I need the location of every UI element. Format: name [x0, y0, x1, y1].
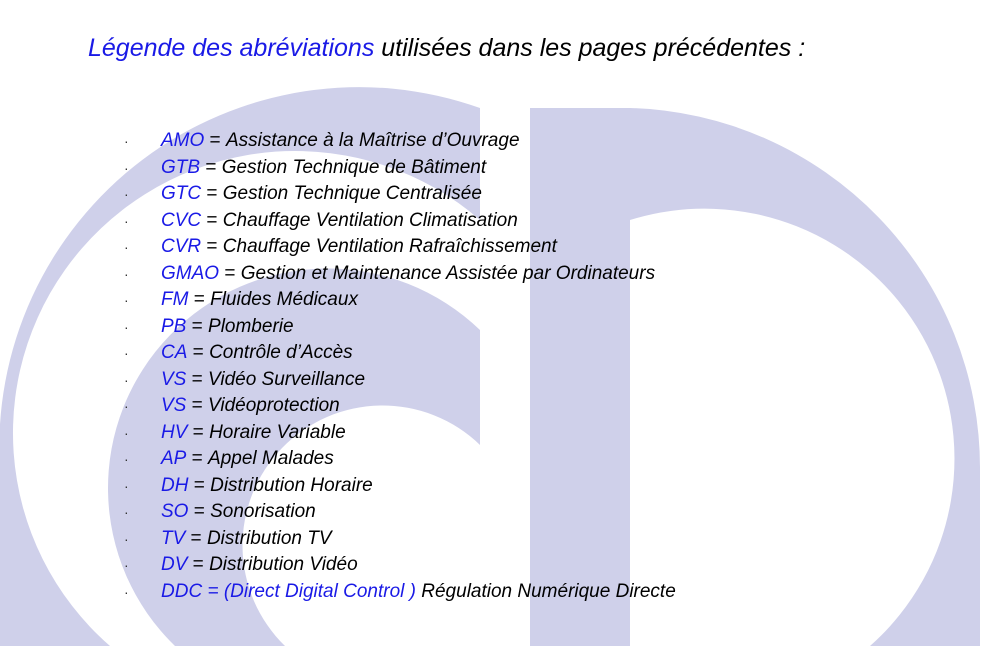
definition: Gestion et Maintenance Assistée par Ordinateurs [240, 262, 656, 284]
definition: Gestion Technique de Bâtiment [221, 156, 487, 178]
equals-sign: = [186, 368, 209, 390]
list-item [124, 155, 676, 182]
list-item [124, 367, 676, 394]
equals-sign: = [201, 209, 223, 231]
list-item-ddc [124, 579, 676, 606]
definition: Vidéo Surveillance [208, 368, 366, 390]
definition: Horaire Variable [209, 421, 346, 443]
equals-sign: = [188, 474, 211, 496]
abbreviation: DV [161, 554, 188, 575]
bullet-icon: · [124, 371, 129, 388]
equals-sign: = [186, 395, 209, 416]
definition: Contrôle d’Accès [209, 342, 353, 363]
bullet-icon: · [124, 318, 129, 335]
definition: Chauffage Ventilation Rafraîchissement [222, 236, 557, 257]
abbreviation: DH [161, 474, 189, 496]
equals-sign: = [187, 421, 210, 443]
equals-sign: = [187, 554, 210, 575]
bullet-icon: · [124, 239, 129, 255]
equals-sign: = [185, 527, 207, 549]
equals-sign: = [204, 130, 226, 151]
definition: Assistance à la Maîtrise d’Ouvrage [225, 130, 520, 151]
list-item [124, 314, 676, 341]
list-item [124, 181, 676, 208]
title-highlight: Légende des abréviations [88, 34, 375, 62]
list-item [124, 261, 676, 288]
definition: Sonorisation [210, 501, 316, 522]
abbreviation: AP [161, 448, 187, 469]
definition: Fluides Médicaux [210, 289, 358, 310]
list-item [124, 526, 676, 553]
bullet-icon: · [124, 159, 129, 176]
abbreviation: CA [161, 342, 188, 363]
list-item [124, 473, 676, 500]
abbreviation: DDC = (Direct Digital Control ) [161, 580, 416, 602]
list-item [124, 128, 676, 155]
abbreviation-list [124, 128, 676, 605]
definition: Distribution Horaire [210, 474, 373, 496]
equals-sign: = [186, 448, 209, 469]
title-rest: utilisées dans les pages précédentes : [374, 34, 806, 62]
bullet-icon: · [124, 557, 129, 573]
list-item [124, 208, 676, 235]
list-item [124, 499, 676, 526]
watermark-right-ring [630, 108, 980, 646]
equals-sign: = [187, 342, 210, 363]
definition: Gestion Technique Centralisée [222, 183, 482, 204]
bullet-icon: · [124, 504, 129, 520]
abbreviation: AMO [161, 130, 205, 151]
equals-sign: = [201, 236, 223, 257]
definition: Distribution Vidéo [209, 554, 358, 575]
equals-sign: = [188, 501, 211, 522]
abbreviation: TV [161, 527, 186, 549]
bullet-icon: · [124, 265, 129, 282]
definition: Vidéoprotection [208, 395, 340, 416]
list-item [124, 287, 676, 314]
equals-sign: = [188, 289, 211, 310]
abbreviation: SO [161, 501, 189, 522]
bullet-icon: · [124, 292, 129, 308]
abbreviation: CVR [161, 236, 202, 257]
definition: Appel Malades [208, 448, 334, 469]
bullet-icon: · [124, 398, 129, 414]
definition: Distribution TV [206, 527, 332, 549]
bullet-icon: · [124, 133, 129, 149]
abbreviation: CVC [161, 209, 202, 231]
bullet-icon: · [124, 583, 129, 600]
bullet-icon: · [124, 424, 129, 441]
abbreviation: PB [161, 315, 187, 337]
abbreviation: VS [161, 395, 187, 416]
bullet-icon: · [124, 451, 129, 467]
bullet-icon: · [124, 345, 129, 361]
list-item [124, 340, 676, 367]
list-item [124, 393, 676, 420]
abbreviation: GMAO [161, 262, 220, 284]
list-item [124, 420, 676, 447]
list-item [124, 234, 676, 261]
list-item [124, 446, 676, 473]
equals-sign: = [200, 156, 222, 178]
equals-sign: = [201, 183, 223, 204]
abbreviation: GTC [161, 183, 202, 204]
definition: Régulation Numérique Directe [421, 580, 676, 602]
bullet-icon: · [124, 530, 129, 547]
abbreviation: GTB [161, 156, 201, 178]
abbreviation: FM [161, 289, 189, 310]
equals-sign: = [186, 315, 209, 337]
page-title [88, 34, 805, 63]
equals-sign: = [219, 262, 241, 284]
bullet-icon: · [124, 477, 129, 494]
definition: Chauffage Ventilation Climatisation [222, 209, 518, 231]
abbreviation: HV [161, 421, 188, 443]
bullet-icon: · [124, 212, 129, 229]
definition: Plomberie [208, 315, 294, 337]
abbreviation: VS [161, 368, 187, 390]
list-item [124, 552, 676, 579]
bullet-icon: · [124, 186, 129, 202]
